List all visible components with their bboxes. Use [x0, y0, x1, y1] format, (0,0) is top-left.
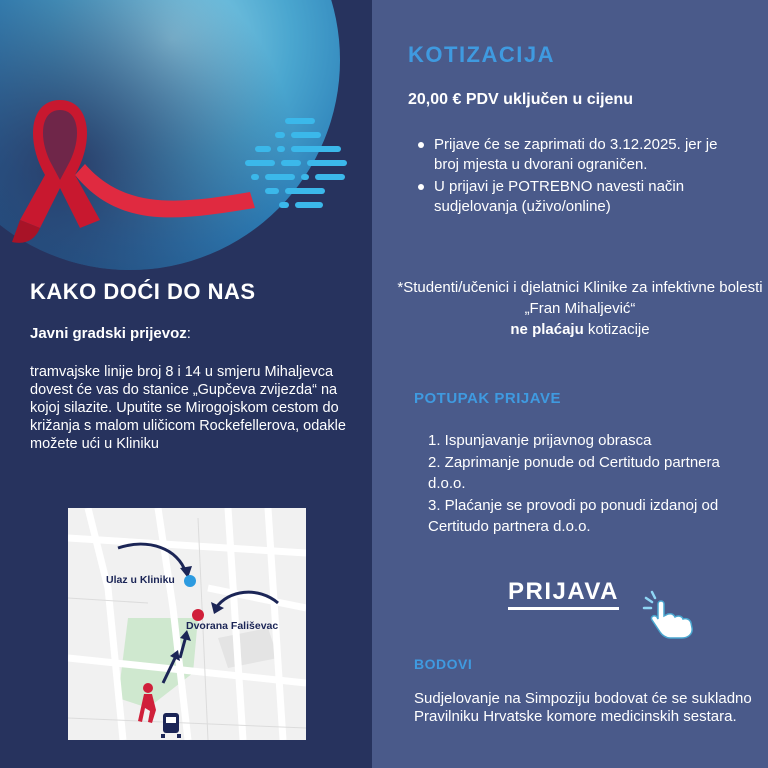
- procedure-title: POTUPAK PRIJAVE: [414, 390, 561, 407]
- dotted-lines-graphic: [245, 118, 355, 218]
- procedure-step: 3. Plaćanje se provodi po ponudi izdanoj od Certitudo partnera d.o.o.: [428, 496, 719, 535]
- bodovi-text: Sudjelovanje na Simpoziju bodovat će se sukladno Pravilniku Hrvatske komore medicinskih sestara.: [414, 690, 752, 725]
- public-transport-label: Javni gradski prijevoz: [30, 325, 187, 342]
- right-column: [372, 0, 768, 768]
- how-to-reach-title: KAKO DOĆI DO NAS: [30, 279, 256, 304]
- public-transport-colon: :: [186, 325, 191, 342]
- students-note-text: *Studenti/učenici i djelatnici Klinike za infektivne bolesti „Fran Mihaljević“: [397, 279, 763, 317]
- awareness-ribbon-icon: [0, 80, 260, 250]
- bullet-item: U prijavi je POTREBNO navesti način sudjelovanja (uživo/online): [416, 177, 746, 217]
- transport-directions: tramvajske linije broj 8 i 14 u smjeru Mihaljevca dovest će vas do stanice „Gupčeva zvijezda“ na kojoj silazite. Uputite se Mirogojskom cestom do križanja s malom uličicom Rockefellerova, odakle možete ući u Kliniku: [30, 364, 346, 452]
- students-note: [392, 277, 768, 340]
- public-transport-heading: [30, 325, 191, 342]
- entrance-label: Ulaz u Kliniku: [106, 574, 175, 586]
- price-text: 20,00 € PDV uključen u cijenu: [408, 91, 633, 108]
- bullet-item: Prijave će se zaprimati do 3.12.2025. jer je broj mjesta u dvorani ograničen.: [416, 135, 746, 175]
- hall-label: Dvorana Fališevac: [186, 620, 279, 632]
- kotizacija-title: KOTIZACIJA: [408, 42, 555, 67]
- students-note-tail: kotizacije: [583, 321, 650, 338]
- procedure-step: 1. Ispunjavanje prijavnog obrasca: [428, 432, 652, 449]
- pointing-hand-icon[interactable]: [642, 590, 706, 640]
- location-map: [68, 508, 306, 740]
- registration-bullets: [416, 135, 746, 219]
- students-note-bold: ne plaćaju: [510, 321, 584, 338]
- left-column: [0, 0, 372, 768]
- procedure-step: 2. Zaprimanje ponude od Certitudo partnera d.o.o.: [428, 453, 720, 492]
- prijava-link[interactable]: PRIJAVA: [508, 578, 619, 610]
- bodovi-title: BODOVI: [414, 656, 473, 672]
- procedure-steps: [428, 430, 758, 538]
